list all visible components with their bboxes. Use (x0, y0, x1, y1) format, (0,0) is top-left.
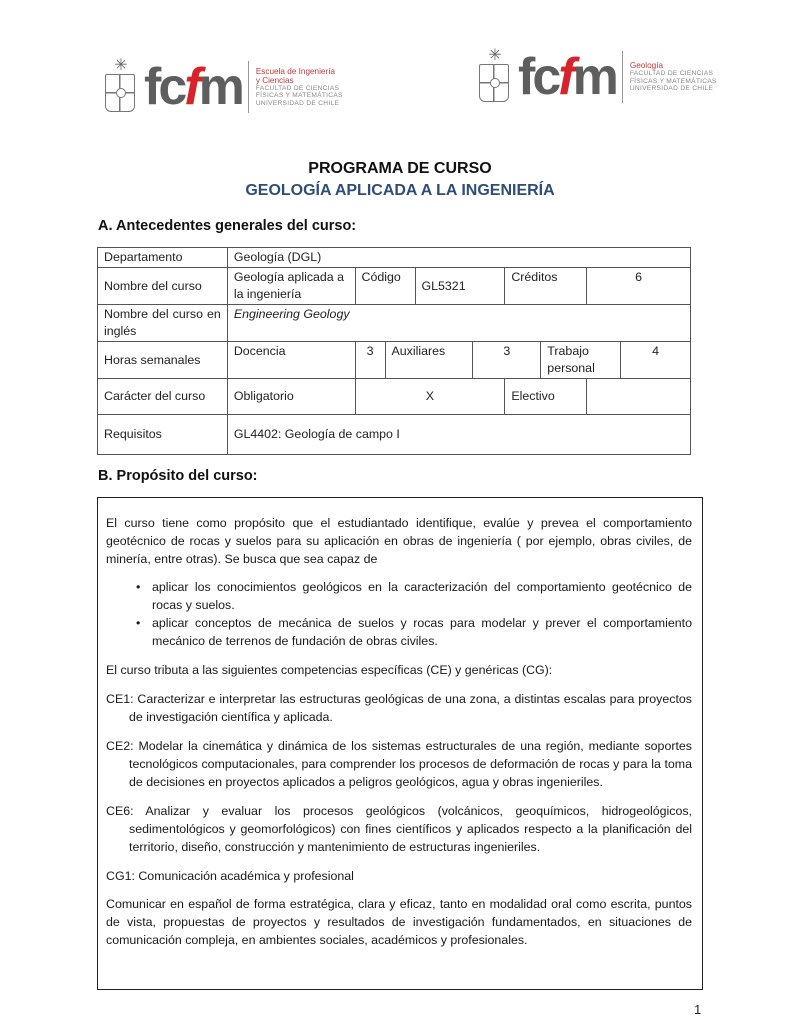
section-b-heading: B. Propósito del curso: (98, 468, 258, 484)
electivo-mark (587, 379, 691, 415)
row-label: Nombre del curso en inglés (98, 305, 228, 342)
nombre-value: Geología aplicada a la ingeniería (227, 268, 355, 305)
creditos-value: 6 (587, 268, 691, 305)
competency-code: CE6: (106, 804, 134, 818)
bullet-icon: • (136, 580, 141, 594)
competency-code: CE1: (106, 692, 134, 706)
creditos-label: Créditos (505, 268, 587, 305)
electivo-label: Electivo (505, 379, 587, 415)
row-label: Requisitos (98, 415, 228, 455)
list-item: • aplicar los conocimientos geológicos en la caracterización del comportamiento geotécnico de rocas y suelos. (136, 580, 692, 612)
obligatorio-mark: X (355, 379, 505, 415)
docencia-value: 3 (355, 342, 385, 379)
auxiliares-value: 3 (473, 342, 541, 379)
logo-divider (248, 61, 249, 113)
document-title: PROGRAMA DE CURSO (308, 160, 492, 177)
departamento-value: Geología (DGL) (227, 248, 690, 268)
university-crest-icon: ✳ (104, 58, 138, 116)
logo-text: Escuela de Ingeniería y Ciencias FACULTAD DE CIENCIAS FÍSICAS Y MATEMÁTICAS UNIVERSIDAD DE CHILE (255, 66, 343, 107)
trabajo-value: 4 (621, 342, 691, 379)
table-row-nombre-ingles (98, 305, 691, 342)
purpose-box (97, 497, 703, 990)
competency-ce2 (106, 737, 692, 791)
generic-competency-title: CG1: Comunicación académica y profesional (106, 869, 354, 883)
trabajo-label: Trabajo personal (541, 342, 621, 379)
page-number: 1 (694, 1002, 702, 1017)
course-info-table (97, 247, 691, 455)
competency-text: Analizar y evaluar los procesos geológicos (volcánicos, geoquímicos, hidrogeológicos, sedimentológicos y geomorfológicos) con fines científicos y aplicados respecto a la planificación del territorio, diseño, construcción y mantenimiento de estructuras ingenieriles. (129, 804, 692, 854)
competency-ce1 (106, 690, 692, 726)
competency-code: CE2: (106, 739, 134, 753)
generic-competency-text: Comunicar en español de forma estratégica, clara y eficaz, tanto en modalidad oral como escrita, puntos de vista, propuestas de proyectos y resultados de investigación fundamentados, en situaciones de comunicación compleja, en ambientes sociales, académicos y profesionales. (106, 897, 692, 947)
nombre-ingles-value: Engineering Geology (227, 305, 690, 342)
row-label: Nombre del curso (98, 268, 228, 305)
bullet-icon: • (136, 616, 141, 630)
fcfm-wordmark: fcfm (518, 48, 616, 106)
requisitos-value: GL4402: Geología de campo I (227, 415, 690, 455)
logo-escuela-ingenieria (104, 58, 343, 116)
codigo-label: Código (355, 268, 415, 305)
row-label: Horas semanales (98, 342, 228, 379)
codigo-value: GL5321 (415, 268, 505, 305)
row-label: Carácter del curso (98, 379, 228, 415)
logo-geologia (478, 48, 717, 106)
purpose-intro: El curso tiene como propósito que el estudiantado identifique, evalúe y prevea el comportamiento geotécnico de rocas y suelos para su aplicación en obras de ingeniería ( por ejemplo, obras civiles, de minería, entre otras). Se busca que sea capaz de (106, 516, 692, 566)
table-row-nombre (98, 268, 691, 305)
docencia-label: Docencia (227, 342, 355, 379)
competencies-intro: El curso tributa a las siguientes competencias específicas (CE) y genéricas (CG): (106, 663, 553, 677)
auxiliares-label: Auxiliares (385, 342, 473, 379)
purpose-bullet-list (106, 578, 692, 650)
obligatorio-label: Obligatorio (227, 379, 355, 415)
table-row-horas (98, 342, 691, 379)
table-row-departamento (98, 248, 691, 268)
row-label: Departamento (98, 248, 228, 268)
logo-text: Geología FACULTAD DE CIENCIAS FÍSICAS Y MATEMÁTICAS UNIVERSIDAD DE CHILE (629, 61, 717, 93)
course-title: GEOLOGÍA APLICADA A LA INGENIERÍA (245, 182, 555, 199)
competency-text: Modelar la cinemática y dinámica de los sistemas estructurales de una región, mediante soportes tecnológicos computacionales, para comprender los procesos de deformación de rocas y para la toma de decisiones en proyectos aplicados a peligros geológicos, agua y obras ingenieriles. (129, 739, 692, 789)
competency-text: Caracterizar e interpretar las estructuras geológicas de una zona, a distintas escalas para proyectos de investigación científica y aplicada. (129, 692, 692, 724)
competency-ce6 (106, 802, 692, 856)
university-crest-icon: ✳ (478, 48, 512, 106)
list-item: • aplicar conceptos de mecánica de suelos y rocas para modelar y prever el comportamiento mecánico de terrenos de fundación de obras civiles. (136, 616, 692, 648)
fcfm-wordmark: fcfm (144, 58, 242, 116)
section-a-heading: A. Antecedentes generales del curso: (98, 218, 357, 234)
table-row-caracter (98, 379, 691, 415)
logo-divider (622, 51, 623, 103)
table-row-requisitos (98, 415, 691, 455)
